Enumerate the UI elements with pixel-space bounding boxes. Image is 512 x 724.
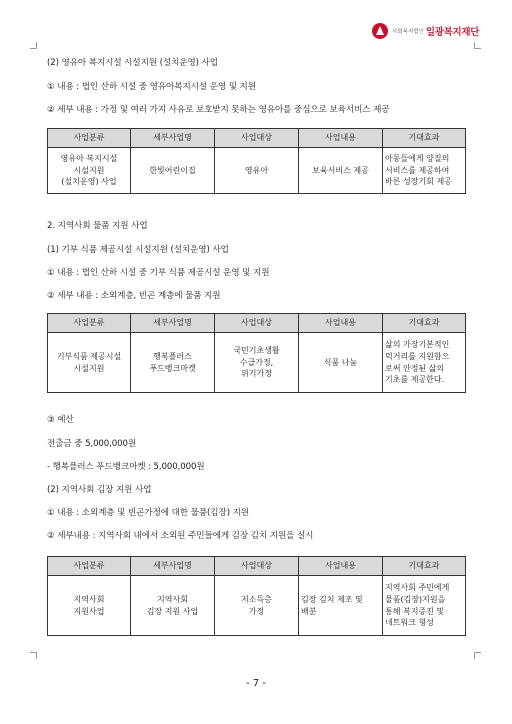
childcare-content-line: ① 내용 : 법인 산하 시설 중 영유아복지시설 운영 및 지원 [47,82,256,92]
food-bank-heading: (1) 기부 식품 제공시설 시설지원 (설치운영) 사업 [47,245,229,255]
header-target: 사업대상 [215,129,299,148]
foundation-emblem-icon [372,23,388,39]
header-category: 사업분류 [48,129,131,148]
food-bank-detail-line: ② 세부 내용 : 소외계층, 빈곤 계층에 물품 지원 [47,291,221,301]
header-category: 사업분류 [48,557,131,576]
table-row [48,333,466,393]
header-content: 사업내용 [299,129,383,148]
table-header-row [48,314,466,333]
table-row [48,148,466,194]
cell-category: 영유아 복지시설 시설지원 (설치운영) 사업 [48,148,131,194]
header-content: 사업내용 [299,314,383,333]
food-bank-content-line: ① 내용 : 법인 산하 시설 중 기부 식품 제공시설 운영 및 지원 [47,268,270,278]
cell-target: 국민기초생활 수급가정, 위기가정 [215,333,299,393]
crop-mark-top-right [474,42,481,49]
crop-mark-bottom-left [30,652,37,659]
budget-total: 전출금 중 5,000,000원 [47,439,137,449]
cell-target: 저소득층 가정 [215,576,299,636]
header-effect: 기대효과 [383,557,466,576]
cell-effect: 삶의 가장기본적인 먹거리를 지원함으 로써 안정된 삶의 기초를 제공한다. [383,333,466,393]
header-program-name: 세부사업명 [131,557,215,576]
logo-subtitle: 사회복지법인 [392,29,424,35]
crop-mark-top-left [30,42,37,49]
cell-effect: 아동들에게 양질의 서비스를 제공하여 바른 성장기회 제공 [383,148,466,194]
header-target: 사업대상 [215,557,299,576]
cell-program-name: 한빛어린이집 [131,148,215,194]
cell-program-name: 행복플러스 푸드뱅크마켓 [131,333,215,393]
header-effect: 기대효과 [383,314,466,333]
food-bank-program-table [47,313,466,393]
kimjang-content-line: ① 내용 : 소외계층 및 빈곤가정에 대한 물품(김장) 지원 [47,508,249,518]
crop-mark-bottom-right [474,652,481,659]
cell-effect: 지역사회 주민에게 물품(김장)지원을 통해 복지증진 및 네트워크 형성 [383,576,466,636]
cell-category: 기부식품 제공시설 시설지원 [48,333,131,393]
kimjang-detail-line: ② 세부내용 : 지역사회 내에서 소외된 주민들에게 김장 김치 지원을 실시 [47,531,314,541]
header-program-name: 세부사업명 [131,129,215,148]
page-number: - 7 - [246,678,266,689]
logo-title: 일광복지재단 [425,27,480,38]
table-row [48,576,466,636]
cell-target: 영유아 [215,148,299,194]
cell-content: 김장 김치 제조 및 배분 [299,576,383,636]
section-heading-childcare: (2) 영유아 복지시설 시설지원 (설치운영) 사업 [47,58,218,68]
header-category: 사업분류 [48,314,131,333]
budget-item: - 행복플러스 푸드뱅크마켓 : 5,000,000원 [47,462,205,472]
cell-program-name: 지역사회 김장 지원 사업 [131,576,215,636]
kimjang-heading: (2) 지역사회 김장 지원 사업 [47,485,152,495]
table-header-row [48,557,466,576]
foundation-logo [372,20,484,42]
cell-content: 식품 나눔 [299,333,383,393]
header-content: 사업내용 [299,557,383,576]
header-effect: 기대효과 [383,129,466,148]
cell-category: 지역사회 지원사업 [48,576,131,636]
header-program-name: 세부사업명 [131,314,215,333]
header-target: 사업대상 [215,314,299,333]
section-heading-goods-support: 2. 지역사회 물품 지원 사업 [47,221,148,231]
budget-heading: ③ 예산 [47,415,74,425]
childcare-program-table [47,128,466,194]
table-header-row [48,129,466,148]
cell-content: 보육서비스 제공 [299,148,383,194]
childcare-detail-line: ② 세부 내용 : 가정 및 여러 가지 사유로 보호받지 못하는 영유아를 중심으로 보육서비스 제공 [47,105,390,115]
kimjang-program-table [47,556,466,636]
